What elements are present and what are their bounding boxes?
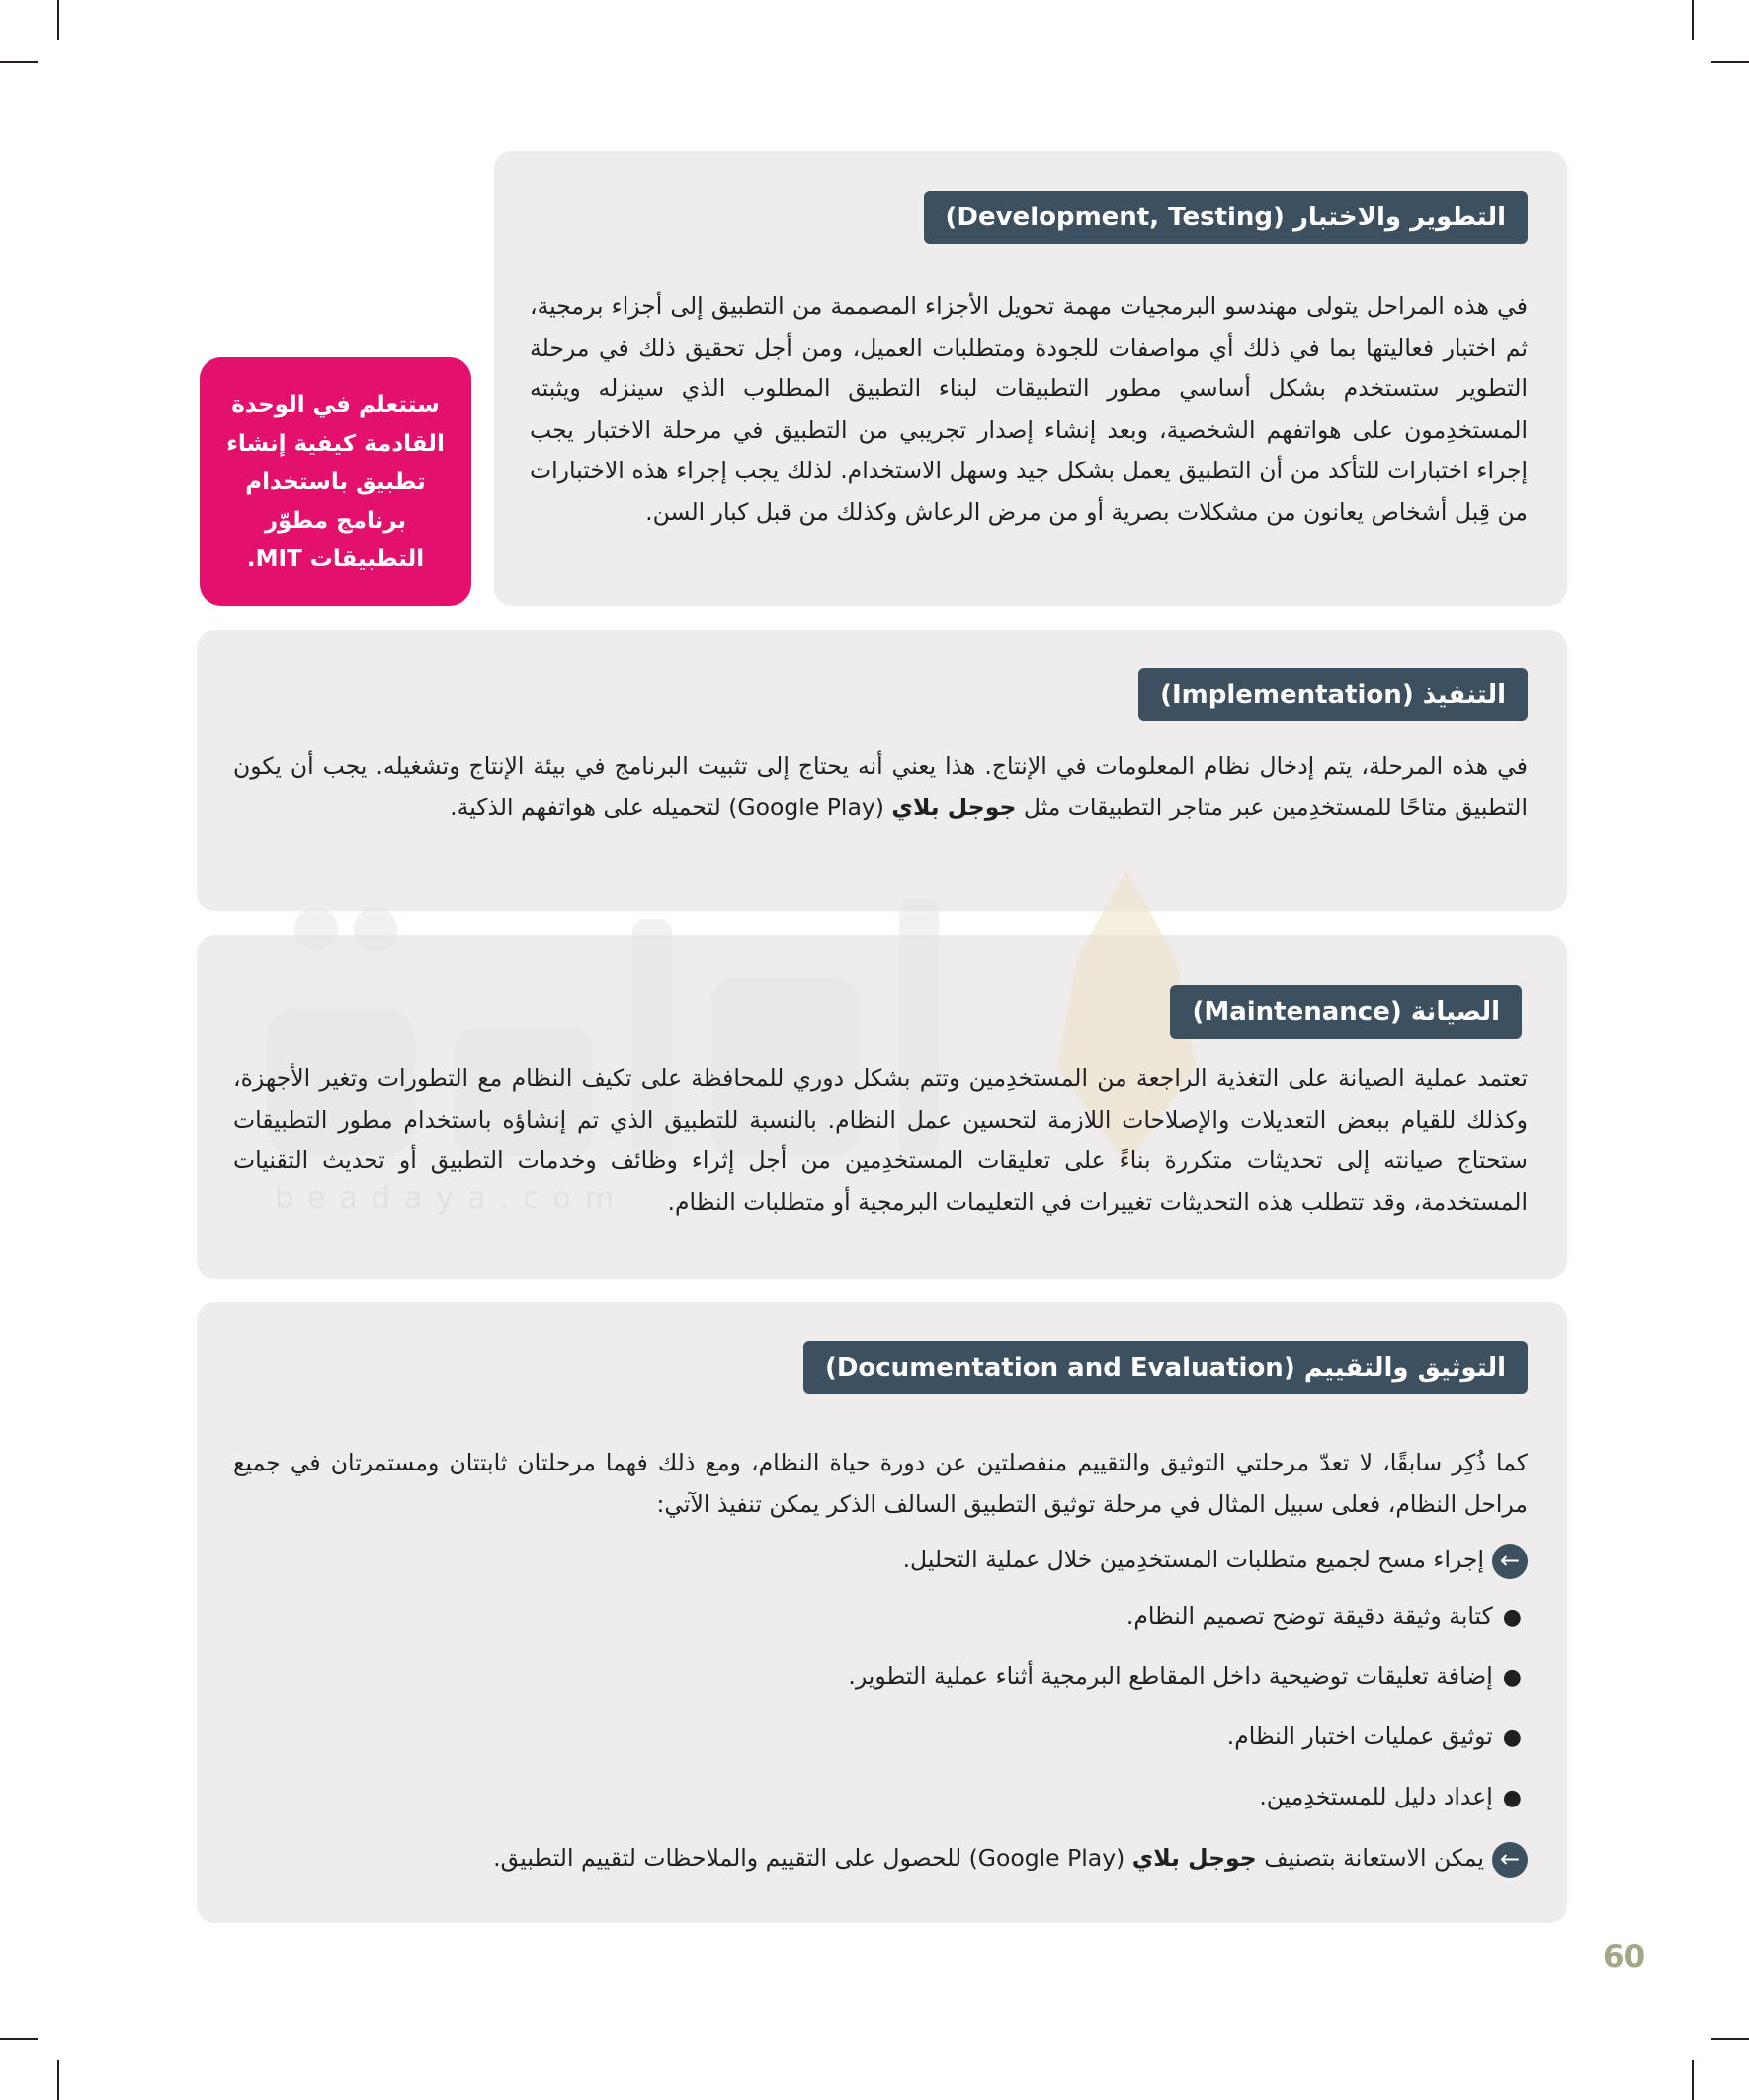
bullet-dot-icon: ● — [1502, 1665, 1522, 1690]
arrow-left-icon: ← — [1492, 1544, 1528, 1579]
arrow-left-icon: ← — [1492, 1842, 1528, 1878]
documentation-bullet-3 — [1227, 1717, 1522, 1758]
maintenance-body: تعتمد عملية الصيانة على التغذية الراجعة من المستخدِمين وتتم بشكل دوري للمحافظة على تكيف النظام مع التطورات وتغير الأجهزة، وكذلك للقيام ببعض التعديلات والإصلاحات اللازمة لتحسين عمل النظام. بالنسبة للتطبيق الذي تم إنشاؤه باستخدام مطور التطبيقات ستحتاج صيانته إلى تحديثات متكررة بناءً على تعليقات المستخدِمين من أجل إثراء وظائف وخدمات التطبيق أو تحديث التقنيات المستخدمة، وقد تتطلب هذه التحديثات تغييرات في التعليمات البرمجية أو متطلبات النظام. — [233, 1064, 1528, 1216]
implementation-body — [233, 746, 1528, 828]
development-body: في هذه المراحل يتولى مهندسو البرمجيات مهمة تحويل الأجزاء المصممة من التطبيق إلى أجزاء برمجية، ثم اختبار فعاليتها بما في ذلك أي مواصفات للجودة ومتطلبات العميل، ومن أجل تحقيق ذلك في مرحلة التطوير ستستخدم بشكل أساسي مطور التطبيقات لبناء التطبيق المطلوب الذي سينزله ويثبته المستخدِمون على هواتفهم الشخصية، وبعد إنشاء إصدار تجريبي من التطبيق في مرحلة الاختبار يجب إجراء اختبارات للتأكد من أن التطبيق يعمل بشكل جيد وسهل الاستخدام. لذلك يجب إجراء هذه الاختبارات من قِبل أشخاص يعانون من مشكلات بصرية أو من مرض الرعاش وكذلك من قبل كبار السن. — [530, 293, 1528, 526]
development-title: التطوير والاختبار (Development, Testing) — [924, 191, 1529, 244]
maintenance-title: الصيانة (Maintenance) — [1170, 985, 1522, 1039]
arrow-item-1-text: إجراء مسح لجميع متطلبات المستخدِمين خلال عملية التحليل. — [902, 1546, 1484, 1573]
google-play-bold: جوجل بلاي — [891, 793, 1017, 821]
bullet-text: إضافة تعليقات توضيحية داخل المقاطع البرمجية أثناء عملية التطوير. — [848, 1662, 1493, 1690]
watermark-url: beadaya.com — [275, 1181, 628, 1216]
google-play-bold: جوجل بلاي — [1131, 1844, 1257, 1872]
crop-mark-top-right-v — [1692, 0, 1694, 40]
documentation-title: التوثيق والتقييم (Documentation and Evaluation) — [803, 1341, 1528, 1394]
bullet-dot-icon: ● — [1502, 1786, 1522, 1810]
arrow-item-2-text-1: يمكن الاستعانة بتصنيف — [1256, 1844, 1484, 1872]
bullet-text: كتابة وثيقة دقيقة توضح تصميم النظام. — [1125, 1602, 1493, 1630]
implementation-body-text-1: في هذه المرحلة، يتم إدخال نظام المعلومات في الإنتاج. هذا يعني أنه يحتاج إلى تثبيت البرنامج في بيئة الإنتاج وتشغيله. يجب أن يكون التطبيق متاحًا للمستخدِمين عبر متاجر التطبيقات مثل — [233, 752, 1528, 821]
crop-mark-top-left — [0, 61, 38, 63]
crop-mark-bottom-left-v — [57, 2060, 59, 2100]
documentation-arrow-item-1 — [903, 1540, 1528, 1579]
next-unit-callout: ستتعلم في الوحدة القادمة كيفية إنشاء تطبيق باستخدام برنامج مطوّر التطبيقات MIT. — [200, 357, 471, 606]
page-number: 60 — [1603, 1939, 1646, 1974]
bullet-text: إعداد دليل للمستخدِمين. — [1259, 1783, 1493, 1810]
crop-mark-bottom-right-v — [1692, 2060, 1694, 2100]
implementation-title: التنفيذ (Implementation) — [1138, 668, 1528, 721]
arrow-item-2-text-2: (Google Play) للحصول على التقييم والملاحظات لتقييم التطبيق. — [493, 1844, 1132, 1872]
crop-mark-top-right — [1711, 61, 1749, 63]
documentation-bullet-4 — [1259, 1777, 1522, 1818]
documentation-bullet-2 — [848, 1656, 1522, 1698]
crop-mark-top-left-v — [57, 0, 59, 40]
documentation-bullet-1 — [1126, 1596, 1522, 1638]
crop-mark-bottom-right — [1711, 2038, 1749, 2040]
documentation-intro: كما ذُكِر سابقًا، لا تعدّ مرحلتي التوثيق والتقييم منفصلتين عن دورة حياة النظام، ومع ذلك فهما مرحلتان ثابتتان ومستمرتان في جميع مراحل النظام، فعلى سبيل المثال في مرحلة توثيق التطبيق السالف الذكر يمكن تنفيذ الآتي: — [233, 1449, 1528, 1518]
bullet-dot-icon: ● — [1502, 1725, 1522, 1750]
bullet-text: توثيق عمليات اختبار النظام. — [1226, 1722, 1493, 1750]
bullet-dot-icon: ● — [1502, 1605, 1522, 1630]
implementation-body-text-2: (Google Play) لتحميله على هواتفهم الذكية. — [450, 793, 892, 821]
crop-mark-bottom-left — [0, 2038, 38, 2040]
documentation-arrow-item-2 — [493, 1838, 1528, 1878]
